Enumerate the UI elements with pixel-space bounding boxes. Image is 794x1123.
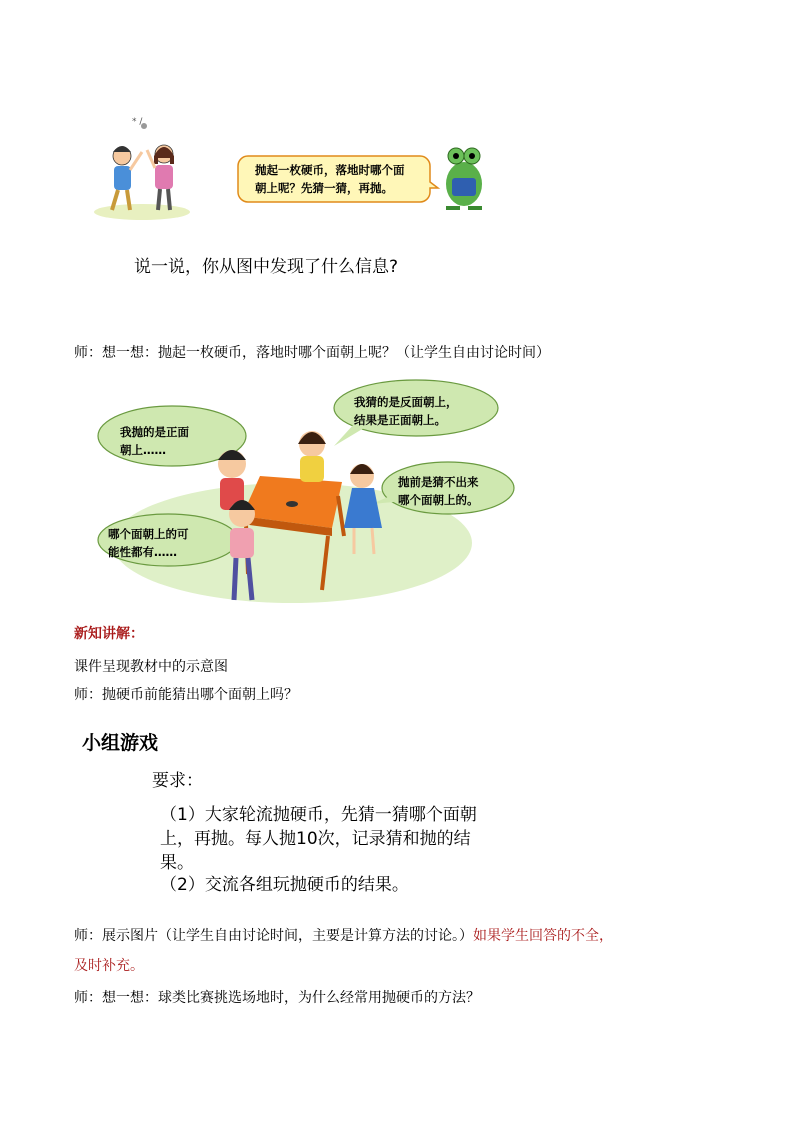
teacher-line-3-black: 师：展示图片（让学生自由讨论时间，主要是计算方法的讨论。） [74, 928, 473, 944]
teacher-line-4: 师：想一想：球类比赛挑选场地时，为什么经常用抛硬币的方法？ [74, 990, 480, 1006]
bubble-left-bottom-line-1: 哪个面朝上的可 [108, 527, 189, 541]
teacher-line-2: 师：抛硬币前能猜出哪个面朝上吗？ [74, 687, 298, 703]
bubble-right-line-1: 抛前是猜不出来 [398, 475, 479, 489]
bubble-top-right-line-1: 我猜的是反面朝上， [354, 395, 458, 409]
new-knowledge-title: 新知讲解： [74, 626, 144, 642]
teacher-line-3 [74, 925, 613, 945]
svg-text:* /: * / [132, 117, 143, 127]
item2: （2）交流各组玩抛硬币的结果。 [160, 875, 409, 895]
bubble-top-right-line-2: 结果是正面朝上。 [354, 413, 446, 427]
item1-line-1: （1）大家轮流抛硬币，先猜一猜哪个面朝 [160, 805, 477, 825]
discussion-prompt: 说一说，你从图中发现了什么信息? [134, 257, 399, 277]
teacher-line-3-red-b: 及时补充。 [74, 958, 144, 974]
item1-line-2: 上，再抛。每人抛10次，记录猜和抛的结 [160, 829, 471, 849]
courseware-line: 课件呈现教材中的示意图 [74, 659, 228, 675]
teacher-line-1: 师：想一想：抛起一枚硬币，落地时哪个面朝上呢？（让学生自由讨论时间） [74, 345, 550, 361]
bubble-right-line-2: 哪个面朝上的。 [398, 493, 479, 507]
figure-kids-around-table [92, 378, 532, 606]
bubble-left-top-line-1: 我抛的是正面 [120, 425, 189, 439]
bubble-left-bottom-line-2: 能性都有…… [108, 545, 177, 559]
group-game-heading: 小组游戏 [82, 732, 159, 754]
figure-coin-toss-kids [92, 112, 502, 224]
teacher-line-3-red-a: 如果学生回答的不全， [473, 928, 613, 944]
speech-line-2: 朝上呢？先猜一猜，再抛。 [255, 181, 393, 195]
requirement-label: 要求： [152, 771, 203, 791]
item1-line-3: 果。 [160, 853, 194, 873]
speech-line-1: 抛起一枚硬币，落地时哪个面 [255, 163, 405, 177]
bubble-left-top-line-2: 朝上…… [120, 443, 166, 457]
